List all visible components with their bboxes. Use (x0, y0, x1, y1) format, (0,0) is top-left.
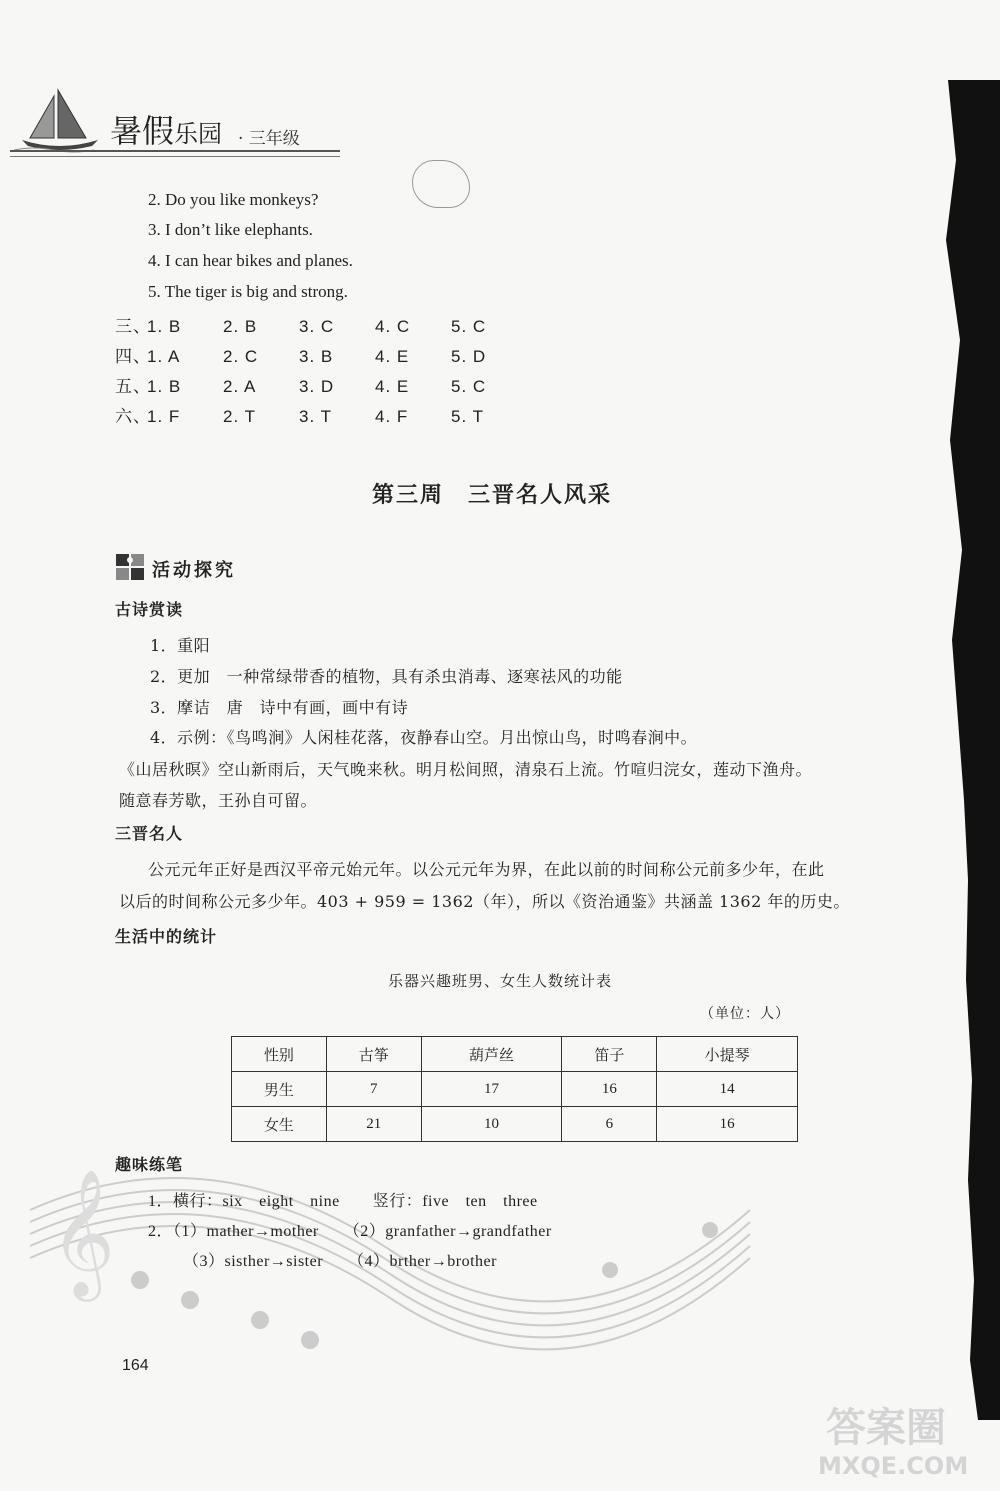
table-header-cell: 小提琴 (657, 1037, 798, 1072)
sentence-item: 5. The tiger is big and strong. (148, 282, 348, 301)
famous-paragraph-line: 以后的时间称公元多少年。403 + 959 = 1362（年），所以《资治通鉴》共涵盖 1362 年的历史。 (119, 892, 850, 911)
table-header-cell: 笛子 (562, 1037, 657, 1072)
header-rule-thin (10, 156, 340, 157)
header-title: 暑假乐园 (110, 112, 223, 150)
table-header-cell: 性别 (232, 1037, 327, 1072)
table-cell: 男生 (232, 1072, 327, 1107)
watermark-logo: 答案圈 (826, 1405, 946, 1451)
poetry-item: 4．示例：《鸟鸣涧》人闲桂花落，夜静春山空。月出惊山鸟，时鸣春涧中。 (150, 728, 698, 747)
poetry-continuation: 随意春芳歇，王孙自可留。 (119, 791, 318, 810)
table-title: 乐器兴趣班男、女生人数统计表 (387, 972, 612, 990)
poetry-item: 2．更加 一种常绿带香的植物，具有杀虫消毒、逐寒祛风的功能 (150, 667, 623, 686)
sentence-item: 3. I don’t like elephants. (148, 220, 313, 239)
table-cell: 17 (421, 1072, 562, 1107)
fun-line: 2．（1）mather→mother （2）granfather→grandfather (148, 1223, 552, 1240)
table-cell: 16 (562, 1072, 657, 1107)
poetry-continuation: 《山居秋暝》空山新雨后，天气晚来秋。明月松间照，清泉石上流。竹喧归浣女，莲动下渔舟。 (119, 760, 813, 779)
fun-heading: 趣味练笔 (115, 1155, 184, 1174)
answer-row: 五、1. B 2. A 3. D 4. E 5. C (115, 377, 487, 396)
table-cell: 10 (421, 1107, 562, 1142)
table-header-cell: 葫芦丝 (421, 1037, 562, 1072)
poetry-heading: 古诗赏读 (115, 600, 184, 619)
sentence-item: 4. I can hear bikes and planes. (148, 251, 353, 270)
header-grade: · 三年级 (238, 129, 300, 149)
torn-edge-shadow (938, 80, 1000, 1420)
puzzle-icon (114, 552, 146, 582)
fun-line: 1．横行：six eight nine 竖行：five ten three (148, 1193, 538, 1210)
table-cell: 女生 (232, 1107, 327, 1142)
answer-row: 四、1. A 2. C 3. B 4. E 5. D (115, 347, 487, 366)
sentence-item: 2. Do you like monkeys? (148, 190, 319, 209)
week-title: 第三周 三晋名人风采 (372, 483, 613, 508)
poetry-item: 1．重阳 (150, 636, 211, 655)
watermark-url: MXQE.COM (818, 1452, 969, 1480)
table-unit: （单位：人） (700, 1006, 790, 1022)
sailboat-logo-icon (14, 86, 104, 156)
header-rule (10, 150, 340, 152)
stats-heading: 生活中的统计 (115, 927, 218, 946)
famous-heading: 三晋名人 (115, 824, 184, 843)
svg-text:𝄞: 𝄞 (50, 1168, 116, 1296)
table-cell: 14 (657, 1072, 798, 1107)
table-cell: 7 (326, 1072, 421, 1107)
table-cell: 21 (326, 1107, 421, 1142)
famous-paragraph-line: 公元元年正好是西汉平帝元始元年。以公元元年为界，在此以前的时间称公元前多少年，在此 (148, 860, 825, 879)
stamp-icon (412, 160, 470, 208)
table-header-cell: 古筝 (326, 1037, 421, 1072)
table-header-row (232, 1037, 798, 1072)
table-cell: 16 (657, 1107, 798, 1142)
section-title: 活动探究 (152, 560, 236, 581)
table-cell: 6 (562, 1107, 657, 1142)
answer-row: 三、1. B 2. B 3. C 4. C 5. C (115, 317, 487, 336)
page-number: 164 (122, 1357, 149, 1374)
answer-row: 六、1. F 2. T 3. T 4. F 5. T (115, 407, 484, 426)
fun-line: （3）sisther→sister （4）brther→brother (183, 1253, 497, 1270)
poetry-item: 3．摩诘 唐 诗中有画，画中有诗 (150, 698, 409, 717)
